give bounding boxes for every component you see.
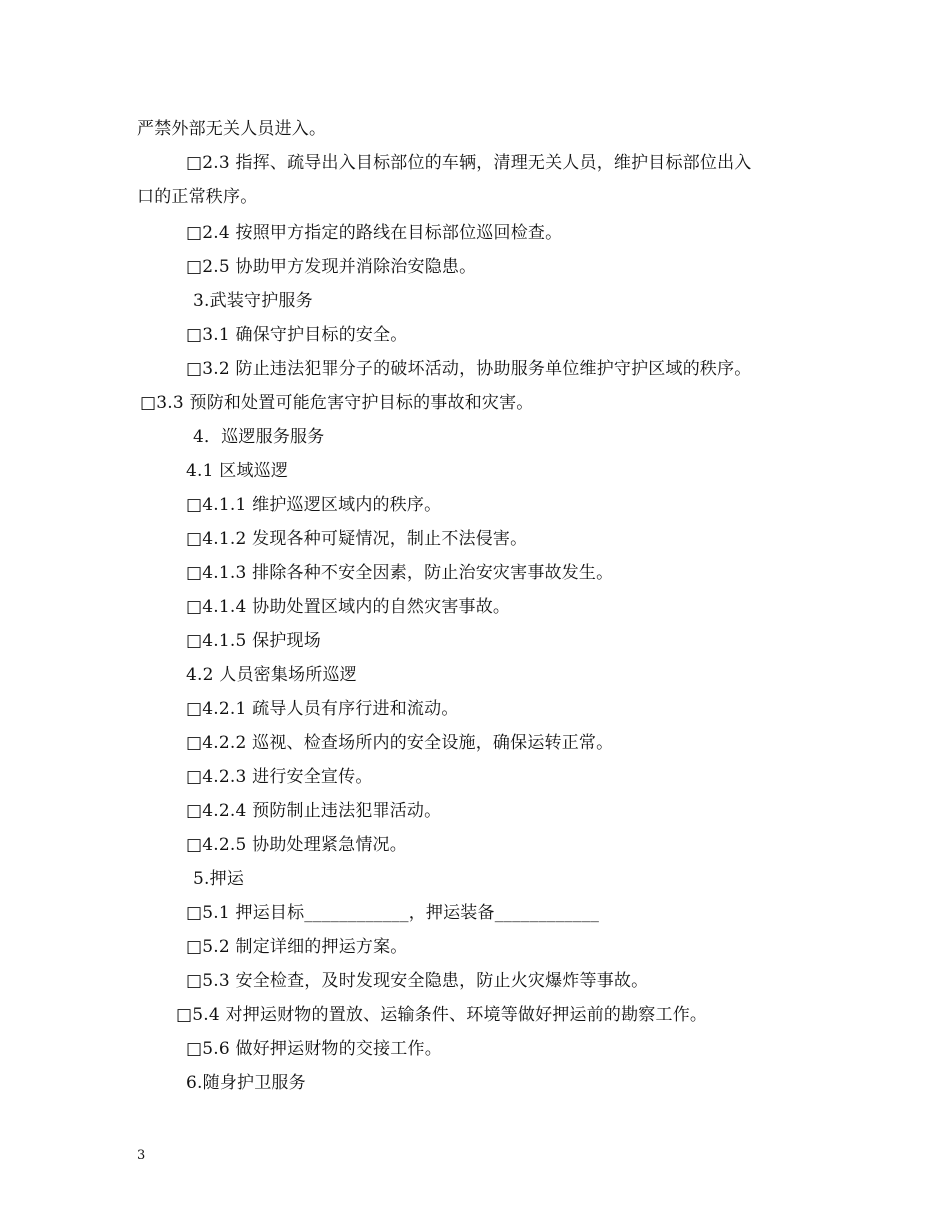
text-line: □4.2.4 预防制止违法犯罪活动。 [186, 801, 442, 821]
text-line: □5.4 对押运财物的置放、运输条件、环境等做好押运前的勘察工作。 [176, 1005, 708, 1025]
text-line: □3.1 确保守护目标的安全。 [186, 325, 408, 345]
text-line: □5.1 押运目标____________，押运装备____________ [186, 903, 600, 923]
text-line: □4.2.5 协助处理紧急情况。 [186, 835, 407, 855]
section-heading: 3.武装守护服务 [193, 291, 313, 311]
text-line: □2.4 按照甲方指定的路线在目标部位巡回检查。 [186, 223, 563, 243]
text-line: 严禁外部无关人员进入。 [137, 119, 327, 139]
text-line: □4.1.2 发现各种可疑情况，制止不法侵害。 [186, 529, 528, 549]
text-line: 口的正常秩序。 [137, 187, 258, 207]
section-heading: 5.押运 [193, 869, 245, 889]
text-line: □5.3 安全检查，及时发现安全隐患，防止火灾爆炸等事故。 [186, 971, 649, 991]
text-line: □2.5 协助甲方发现并消除治安隐患。 [186, 257, 477, 277]
text-line: □4.2.2 巡视、检查场所内的安全设施，确保运转正常。 [186, 733, 614, 753]
section-heading: 6.随身护卫服务 [186, 1073, 306, 1093]
text-line: □4.2.3 进行安全宣传。 [186, 767, 373, 787]
text-line: □5.6 做好押运财物的交接工作。 [186, 1039, 442, 1059]
page-number: 3 [137, 1148, 146, 1163]
text-line: □5.2 制定详细的押运方案。 [186, 937, 408, 957]
text-line: □4.1.4 协助处置区域内的自然灾害事故。 [186, 597, 511, 617]
text-line: □4.1.3 排除各种不安全因素，防止治安灾害事故发生。 [186, 563, 614, 583]
text-line: □4.1.5 保护现场 [186, 631, 321, 651]
text-line: □2.3 指挥、疏导出入目标部位的车辆，清理无关人员，维护目标部位出入 [186, 153, 752, 173]
subsection-heading: 4.1 区域巡逻 [186, 461, 289, 481]
section-heading: 4．巡逻服务服务 [193, 427, 325, 447]
text-line: □3.3 预防和处置可能危害守护目标的事故和灾害。 [140, 393, 534, 413]
text-line: □4.2.1 疏导人员有序行进和流动。 [186, 699, 459, 719]
text-line: □4.1.1 维护巡逻区域内的秩序。 [186, 495, 442, 515]
subsection-heading: 4.2 人员密集场所巡逻 [186, 665, 357, 685]
text-line: □3.2 防止违法犯罪分子的破坏活动，协助服务单位维护守护区域的秩序。 [186, 359, 752, 379]
